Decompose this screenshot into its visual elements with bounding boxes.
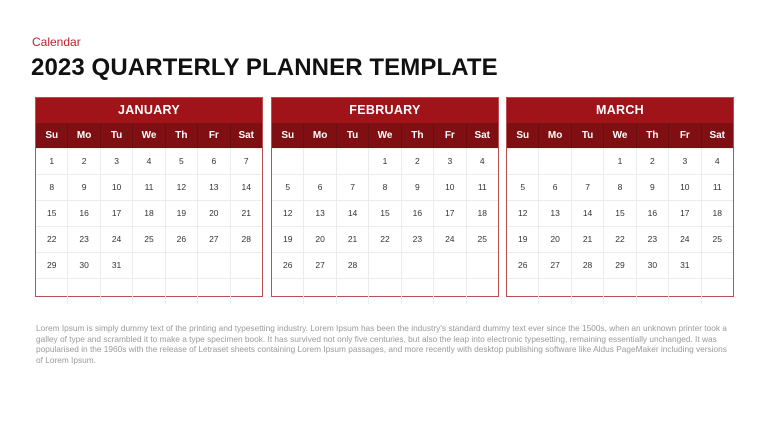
week-row	[507, 252, 733, 278]
day-cell: 31	[669, 253, 701, 278]
day-cell	[369, 253, 401, 278]
day-cell: 30	[637, 253, 669, 278]
week-row	[36, 252, 262, 278]
day-cell	[101, 279, 133, 304]
day-cell	[467, 279, 498, 304]
day-cell: 14	[572, 201, 604, 226]
weekday-label: Fr	[434, 123, 466, 148]
day-cell: 28	[572, 253, 604, 278]
day-cell	[36, 279, 68, 304]
day-cell: 18	[712, 208, 722, 218]
day-cell: 9	[68, 175, 100, 200]
day-cell: 11	[712, 182, 722, 192]
page-subtitle: Calendar	[32, 35, 81, 49]
day-cell: 29	[36, 253, 68, 278]
day-cell	[304, 279, 336, 304]
day-cell: 5	[166, 149, 198, 174]
week-row	[272, 200, 498, 226]
weekday-label: Mo	[68, 123, 100, 148]
week-row	[272, 148, 498, 174]
day-cell: 10	[101, 175, 133, 200]
day-cell: 27	[198, 227, 230, 252]
day-cell: 14	[337, 201, 369, 226]
weekday-label: Su	[507, 123, 539, 148]
day-cell: 28	[337, 253, 369, 278]
day-cell: 16	[637, 201, 669, 226]
day-cell: 8	[369, 175, 401, 200]
weekday-label: We	[369, 123, 401, 148]
week-row	[272, 226, 498, 252]
day-cell: 27	[539, 253, 571, 278]
day-cell: 26	[166, 227, 198, 252]
day-cell: 29	[604, 253, 636, 278]
day-cell: 17	[101, 201, 133, 226]
week-row	[36, 174, 262, 200]
day-cell: 31	[101, 253, 133, 278]
weekday-header-row	[272, 123, 498, 148]
day-cell: 4	[133, 149, 165, 174]
day-cell: 21	[572, 227, 604, 252]
weekday-label: Th	[637, 123, 669, 148]
day-cell	[133, 253, 165, 278]
day-cell	[507, 279, 539, 304]
day-cell: 1	[369, 149, 401, 174]
month-title: JANUARY	[36, 98, 262, 123]
day-cell: 15	[604, 201, 636, 226]
day-cell: 17	[434, 201, 466, 226]
day-cell	[337, 279, 369, 304]
weekday-label: Fr	[669, 123, 701, 148]
day-cell: 11	[477, 182, 487, 192]
weekday-header-row	[507, 123, 733, 148]
day-cell: 30	[68, 253, 100, 278]
day-cell: 5	[507, 175, 539, 200]
day-cell: 1	[36, 149, 68, 174]
day-cell: 3	[669, 149, 701, 174]
day-cell: 25	[133, 227, 165, 252]
week-row	[507, 174, 733, 200]
day-cell	[572, 149, 604, 174]
day-cell: 4	[479, 156, 485, 166]
day-cell: 24	[101, 227, 133, 252]
day-cell: 15	[369, 201, 401, 226]
day-cell	[604, 279, 636, 304]
weekday-label: Sat	[474, 130, 491, 141]
day-cell: 15	[36, 201, 68, 226]
day-cell: 13	[198, 175, 230, 200]
day-cell	[68, 279, 100, 304]
day-cell	[539, 149, 571, 174]
day-cell: 2	[68, 149, 100, 174]
day-cell: 19	[166, 201, 198, 226]
week-row	[272, 278, 498, 304]
day-cell: 28	[241, 234, 251, 244]
day-cell	[402, 253, 434, 278]
day-cell: 21	[241, 208, 251, 218]
day-cell	[702, 253, 733, 278]
week-row	[507, 148, 733, 174]
weekday-label: Mo	[539, 123, 571, 148]
day-cell: 7	[337, 175, 369, 200]
calendar-march	[506, 97, 734, 297]
day-cell: 5	[272, 175, 304, 200]
weekday-label: Sat	[238, 130, 255, 141]
day-cell: 27	[304, 253, 336, 278]
day-cell	[272, 279, 304, 304]
week-row	[36, 148, 262, 174]
day-cell: 2	[637, 149, 669, 174]
day-cell: 22	[604, 227, 636, 252]
weekday-label: Su	[36, 123, 68, 148]
day-cell: 3	[434, 149, 466, 174]
day-cell	[669, 279, 701, 304]
lorem-paragraph: Lorem Ipsum is simply dummy text of the printing and typesetting industry. Lorem Ipsum has been the industry's standard dummy text ever since the 1500s, when an unknown printer took a galley of type and scrambled it to make a type specimen book. It has survived not only five centuries, but also the leap into electronic typesetting, remaining essentially unchanged. It was popularised in the 1960s with the release of Letraset sheets containing Lorem Ipsum passages, and more recently with desktop publishing software like Aldus PageMaker including versions of Lorem Ipsum.	[36, 323, 727, 365]
day-cell: 18	[133, 201, 165, 226]
page-title: 2023 QUARTERLY PLANNER TEMPLATE	[31, 54, 498, 81]
calendar-february	[271, 97, 499, 297]
day-cell	[166, 253, 198, 278]
day-cell: 22	[369, 227, 401, 252]
day-cell	[467, 253, 498, 278]
day-cell: 25	[477, 234, 487, 244]
day-cell: 20	[198, 201, 230, 226]
day-cell: 11	[133, 175, 165, 200]
day-cell: 24	[434, 227, 466, 252]
day-cell: 13	[304, 201, 336, 226]
weekday-label: Th	[402, 123, 434, 148]
weekday-label: Tu	[572, 123, 604, 148]
weekday-label: We	[604, 123, 636, 148]
day-cell: 23	[637, 227, 669, 252]
day-cell	[434, 253, 466, 278]
day-cell: 4	[714, 156, 720, 166]
day-cell: 10	[669, 175, 701, 200]
weekday-label: Mo	[304, 123, 336, 148]
day-cell	[198, 253, 230, 278]
week-row	[36, 200, 262, 226]
day-cell	[337, 149, 369, 174]
day-cell: 17	[669, 201, 701, 226]
day-cell	[507, 149, 539, 174]
month-title: MARCH	[507, 98, 733, 123]
weekday-label: We	[133, 123, 165, 148]
weekday-label: Tu	[101, 123, 133, 148]
week-row	[507, 226, 733, 252]
day-cell: 12	[272, 201, 304, 226]
day-cell: 21	[337, 227, 369, 252]
day-cell	[231, 253, 262, 278]
week-row	[272, 174, 498, 200]
day-cell	[702, 279, 733, 304]
weekday-label: Tu	[337, 123, 369, 148]
day-cell: 1	[604, 149, 636, 174]
day-cell: 10	[434, 175, 466, 200]
day-cell: 16	[402, 201, 434, 226]
day-cell	[304, 149, 336, 174]
day-cell	[231, 279, 262, 304]
day-cell: 20	[304, 227, 336, 252]
week-row	[36, 226, 262, 252]
weekday-label: Th	[166, 123, 198, 148]
day-cell: 6	[198, 149, 230, 174]
day-cell	[369, 279, 401, 304]
weekday-header-row	[36, 123, 262, 148]
day-cell: 24	[669, 227, 701, 252]
day-cell: 9	[637, 175, 669, 200]
day-cell	[572, 279, 604, 304]
day-cell	[133, 279, 165, 304]
week-row	[507, 200, 733, 226]
day-cell: 26	[272, 253, 304, 278]
day-cell: 26	[507, 253, 539, 278]
day-cell: 12	[507, 201, 539, 226]
month-title: FEBRUARY	[272, 98, 498, 123]
day-cell	[402, 279, 434, 304]
day-cell: 12	[166, 175, 198, 200]
day-cell: 2	[402, 149, 434, 174]
day-cell: 16	[68, 201, 100, 226]
day-cell: 9	[402, 175, 434, 200]
day-cell: 8	[36, 175, 68, 200]
day-cell: 19	[507, 227, 539, 252]
day-cell: 23	[68, 227, 100, 252]
calendar-january	[35, 97, 263, 297]
day-cell	[637, 279, 669, 304]
day-cell: 20	[539, 227, 571, 252]
day-cell: 6	[539, 175, 571, 200]
day-cell: 3	[101, 149, 133, 174]
day-cell	[198, 279, 230, 304]
day-cell: 23	[402, 227, 434, 252]
day-cell: 14	[241, 182, 251, 192]
day-cell: 7	[243, 156, 249, 166]
day-cell: 19	[272, 227, 304, 252]
day-cell: 18	[477, 208, 487, 218]
day-cell: 8	[604, 175, 636, 200]
day-cell: 13	[539, 201, 571, 226]
day-cell	[272, 149, 304, 174]
week-row	[36, 278, 262, 304]
weekday-label: Fr	[198, 123, 230, 148]
day-cell	[166, 279, 198, 304]
day-cell	[434, 279, 466, 304]
week-row	[507, 278, 733, 304]
day-cell: 6	[304, 175, 336, 200]
day-cell	[539, 279, 571, 304]
day-cell: 7	[572, 175, 604, 200]
weekday-label: Sat	[709, 130, 726, 141]
weekday-label: Su	[272, 123, 304, 148]
week-row	[272, 252, 498, 278]
day-cell: 22	[36, 227, 68, 252]
day-cell: 25	[712, 234, 722, 244]
